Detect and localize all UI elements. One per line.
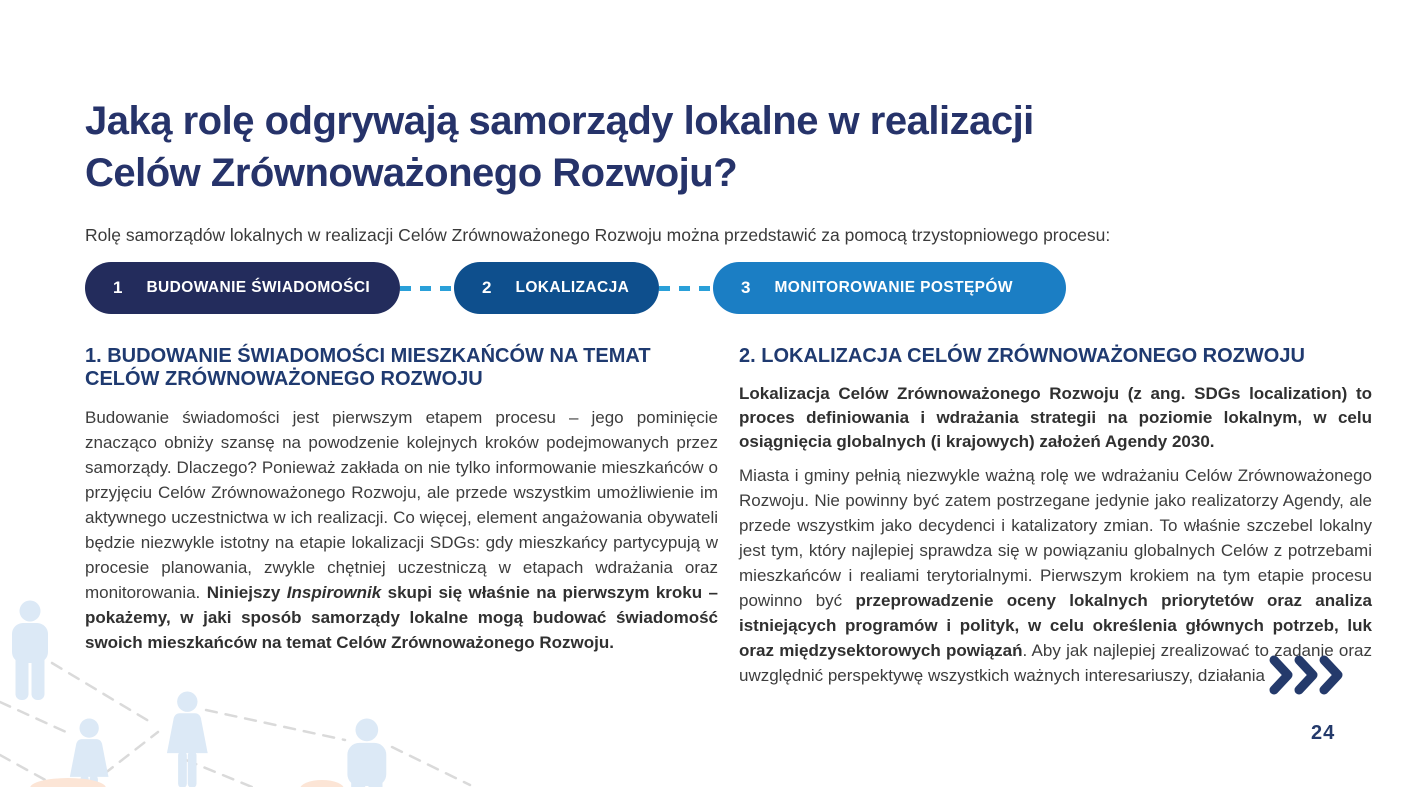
section-heading: 1. BUDOWANIE ŚWIADOMOŚCI MIESZKAŃCÓW NA TEMAT CELÓW ZRÓWNOWAŻONEGO ROZWOJU	[85, 345, 651, 390]
body-bold: Niniejszy	[206, 583, 287, 602]
peach-figure-slivers	[30, 778, 344, 787]
publication-title: Inspirownik	[286, 583, 382, 602]
section-budowanie-swiadomosci	[85, 345, 718, 688]
intro-text: Rolę samorządów lokalnych w realizacji Celów Zrównoważonego Rozwoju można przedstawić za pomocą trzystopniowego procesu:	[85, 224, 1111, 245]
section-lokalizacja	[739, 345, 1372, 688]
section-body	[85, 405, 718, 655]
dashed-connector	[659, 286, 713, 291]
step-badge-monitorowanie-postepow	[713, 262, 1066, 314]
page-title-line1: Jaką rolę odgrywają samorządy lokalne w realizacji	[85, 98, 1034, 143]
body-bold: skupi się właśnie na pierwszym kroku – pokażemy, w jaki sposób samorządy lokalne mogą budować świadomość swoich mieszkańców na temat Celów Zrównoważonego Rozwoju.	[85, 583, 718, 652]
content-columns	[85, 345, 1372, 688]
step-badge-lokalizacja	[454, 262, 659, 314]
step-badge-budowanie-swiadomosci	[85, 262, 400, 314]
step-number: 2	[482, 278, 492, 297]
triple-chevron-right-icon	[1268, 654, 1346, 696]
page-title-line2: Celów Zrównoważonego Rozwoju?	[85, 150, 738, 195]
step-label: BUDOWANIE ŚWIADOMOŚCI	[146, 279, 371, 296]
section-heading: 2. LOKALIZACJA CELÓW ZRÓWNOWAŻONEGO ROZWOJU	[739, 345, 1305, 367]
step-number: 1	[113, 278, 123, 297]
dashed-connector	[400, 286, 454, 291]
body-regular: Miasta i gminy pełnią niezwykle ważną rolę we wdrażaniu Celów Zrównoważonego Rozwoju. Nie powinny być zatem postrzegane jedynie jako realizatorzy Agendy, ale przede wszystkim jako decydenci i katalizatory zmian. To właśnie szczebel lokalny jest tym, który najlepiej sprawdza się w powiązaniu globalnych Celów z potrzebami mieszkańców i realiami terytorialnymi. Pierwszym krokiem na tym etapie procesu powinno być	[739, 466, 1372, 610]
process-steps	[85, 262, 1066, 314]
body-bold: przeprowadzenie oceny lokalnych priorytetów oraz analiza istniejących programów i polityk, w celu określenia głównych potrzeb, luk oraz międzysektorowych powiązań	[739, 591, 1373, 660]
step-number: 3	[741, 278, 751, 297]
section-lead-bold: Lokalizacja Celów Zrównoważonego Rozwoju (z ang. SDGs localization) to proces definiowania i wdrażania strategii na poziomie lokalnym, w celu osiągnięcia globalnych (i krajowych) założeń Agendy 2030.	[739, 384, 1372, 451]
body-regular: . Aby jak najlepiej zrealizować to zadanie oraz uwzględnić perspektywę wszystkich ważnych interesariuszy, działania	[739, 641, 1372, 685]
step-label: LOKALIZACJA	[515, 279, 630, 296]
step-label: MONITOROWANIE POSTĘPÓW	[774, 279, 1013, 296]
page-title	[85, 95, 1335, 199]
page-number: 24	[1311, 722, 1336, 744]
body-regular: Budowanie świadomości jest pierwszym etapem procesu – jego pominięcie znacząco obniży szansę na powodzenie kolejnych kroków podejmowanych przez samorządy. Dlaczego? Ponieważ zakłada on nie tylko informowanie mieszkańców o przyjęciu Celów Zrównoważonego Rozwoju, ale przede wszystkim umożliwienie im aktywnego uczestnictwa w ich realizacji. Co więcej, element angażowania obywateli będzie niezwykle istotny na etapie lokalizacji SDGs: gdy mieszkańcy partycypują w procesie planowania, zwykle chętniej uczestniczą w etapach wdrażania oraz monitorowania.	[85, 408, 718, 602]
